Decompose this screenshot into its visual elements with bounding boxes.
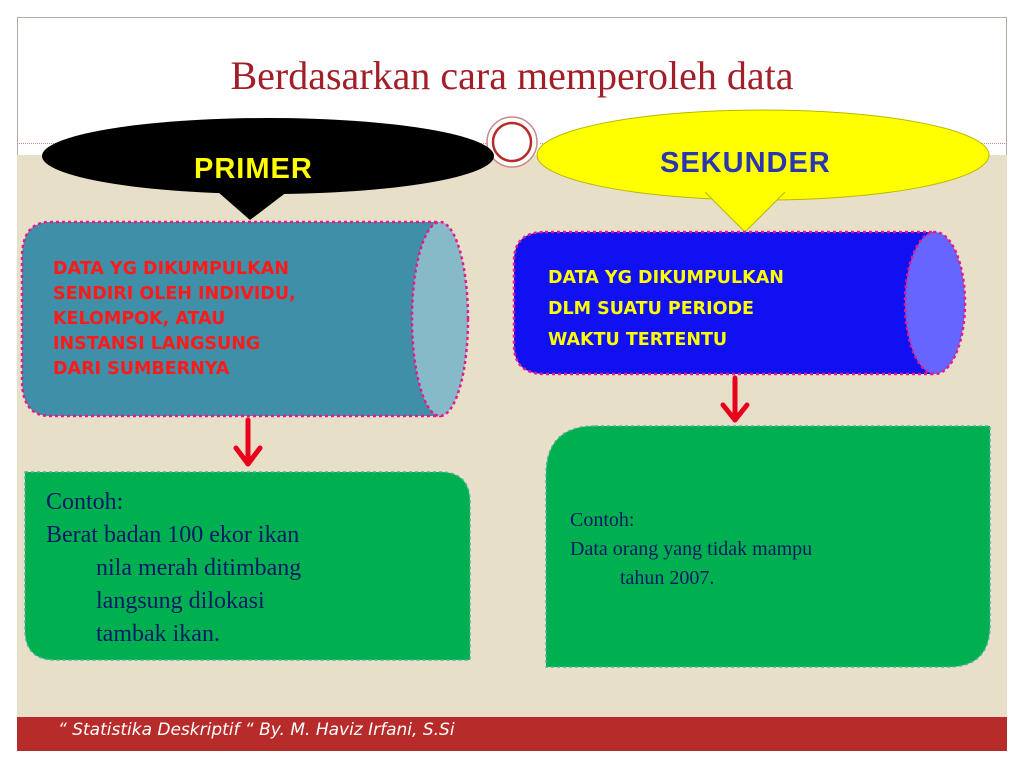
sekunder-label: SEKUNDER: [660, 147, 831, 179]
arrow-down-icon: [236, 420, 260, 464]
circle-ornament-icon: [487, 117, 537, 167]
slide-title: Berdasarkan cara memperoleh data: [230, 53, 794, 98]
primer-label: PRIMER: [194, 153, 313, 185]
sekunder-description: DATA YG DIKUMPULKAN DLM SUATU PERIODE WAKTU TERTENTU: [548, 268, 784, 350]
arrow-down-icon: [723, 378, 747, 420]
primer-description: DATA YG DIKUMPULKAN SENDIRI OLEH INDIVIDU, KELOMPOK, ATAU INSTANSI LANGSUNG DARI SUMBERNYA: [53, 259, 296, 379]
footer-credit: “ Statistika Deskriptif “ By. M. Haviz Irfani, S.Si: [58, 720, 455, 740]
sekunder-example-text: Contoh: Data orang yang tidak mampu tahun 2007.: [570, 509, 813, 589]
primer-example-text: Contoh: Berat badan 100 ekor ikan nila merah ditimbang langsung dilokasi tambak ikan.: [46, 489, 302, 647]
